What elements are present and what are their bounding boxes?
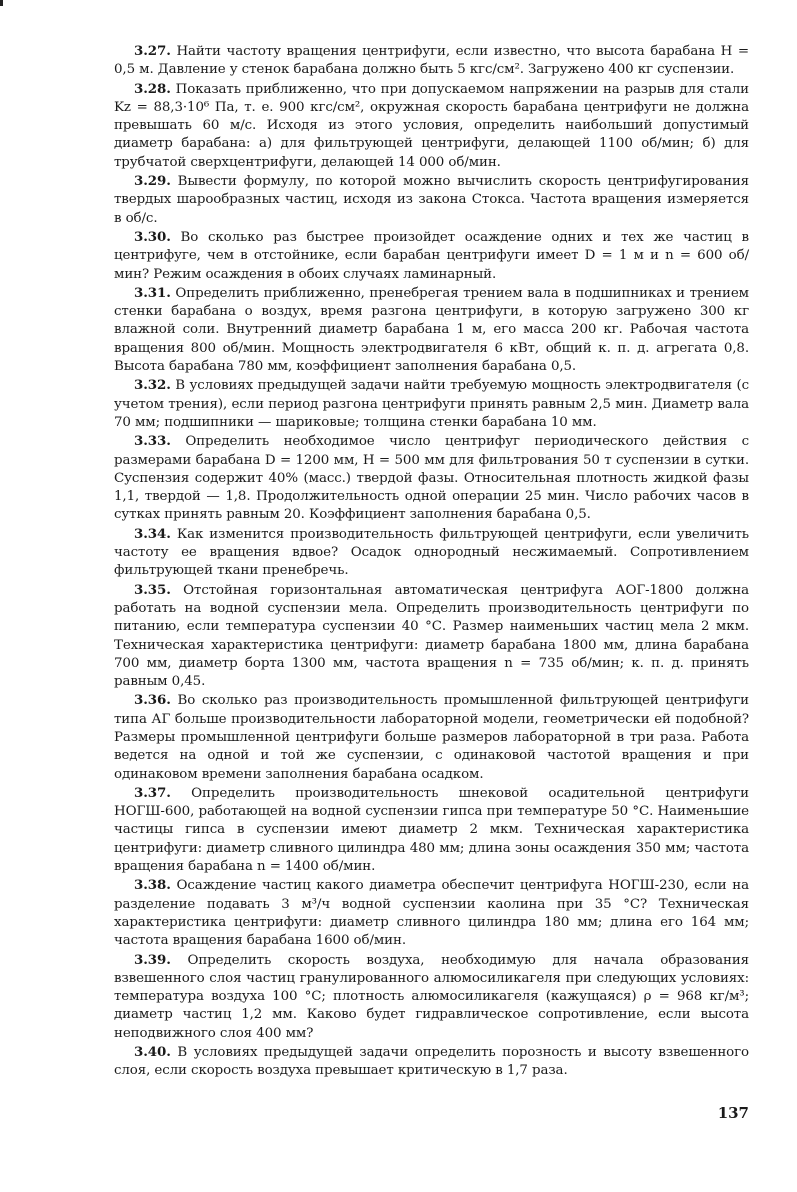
problem-number: 3.32. [134, 377, 171, 394]
problem-number: 3.31. [134, 284, 171, 301]
problem-3-33 [114, 432, 749, 524]
problem-text: Определить необходимое число центрифуг периодического действия с размерами барабана D = 1200 мм, H = 500 мм для фильтрования 50 т суспензии в сутки. Суспензия содержит 40% (масс.) твердой фазы. Относительная плотность жидкой фазы 1,1, твердой — 1,8. Продолжительность одной операции 25 мин. Число рабочих часов в сутках принять равным 20. Коэффициент заполнения барабана 0,5. [114, 434, 749, 523]
scan-corner-mark [0, 0, 3, 6]
problem-number: 3.36. [134, 692, 171, 709]
problem-3-38 [114, 876, 749, 950]
problem-text: Осаждение частиц какого диаметра обеспечит центрифуга НОГШ-230, если на разделение подавать 3 м³/ч водной суспензии каолина при 35 °С? Техническая характеристика центрифуги: диаметр сливного цилиндра 180 мм; длина его 164 мм; частота вращения барабана 1600 об/мин. [114, 878, 749, 949]
problem-list [114, 42, 749, 1081]
problem-number: 3.30. [134, 228, 171, 245]
problem-number: 3.29. [134, 173, 171, 190]
problem-number: 3.37. [134, 784, 171, 801]
problem-3-30 [114, 228, 749, 284]
problem-3-27 [114, 42, 749, 80]
problem-number: 3.38. [134, 877, 171, 894]
problem-number: 3.39. [134, 951, 171, 968]
problem-3-35 [114, 581, 749, 692]
problem-text: Отстойная горизонтальная автоматическая центрифуга АОГ-1800 должна работать на водной суспензии мела. Определить производительность центрифуги по питанию, если температура суспензии 40 °С. Размер наименьших частиц мела 2 мкм. Техническая характеристика центрифуги: диаметр барабана 1800 мм, длина барабана 700 мм, диаметр борта 1300 мм, частота вращения n = 735 об/мин; к. п. д. принять равным 0,45. [114, 582, 749, 690]
problem-text: Как изменится производительность фильтрующей центрифуги, если увеличить частоту ее вращения вдвое? Осадок однородный несжимаемый. Сопротивлением фильтрующей ткани пренебречь. [114, 526, 749, 579]
problem-3-32 [114, 376, 749, 432]
problem-text: Во сколько раз производительность промышленной фильтрующей центрифуги типа АГ больше производительности лабораторной модели, геометрически ей подобной? Размеры промышленной центрифуги больше размеров лабораторной в три раза. Работа ведется на одной и той же суспензии, с одинаковой частотой вращения и при одинаковом времени заполнения барабана осадком. [114, 693, 749, 782]
page-number: 137 [717, 1104, 749, 1122]
problem-text: Найти частоту вращения центрифуги, если известно, что высота барабана H = 0,5 м. Давление у стенок барабана должно быть 5 кгс/см². Загружено 400 кг суспензии. [114, 44, 749, 78]
problem-text: Показать приближенно, что при допускаемом напряжении на разрыв для стали Kz = 88,3·10⁶ Па, т. е. 900 кгс/см², окружная скорость барабана центрифуги не должна превышать 60 м/с. Исходя из этого условия, определить наибольший допустимый диаметр барабана: а) для фильтрующей центрифуги, делающей 1100 об/мин; б) для трубчатой сверхцентрифуги, делающей 14 000 об/мин. [114, 81, 749, 170]
problem-text: Вывести формулу, по которой можно вычислить скорость центрифугирования твердых шарообразных частиц, исходя из закона Стокса. Частота вращения измеряется в об/с. [114, 174, 749, 226]
problem-number: 3.33. [134, 433, 171, 450]
problem-text: В условиях предыдущей задачи найти требуемую мощность электродвигателя (с учетом трения), если период разгона центрифуги принять равным 2,5 мин. Диаметр вала 70 мм; подшипники — шариковые; толщина стенки барабана 10 мм. [114, 378, 749, 430]
problem-text: Во сколько раз быстрее произойдет осаждение одних и тех же частиц в центрифуге, чем в отстойнике, если барабан центрифуги имеет D = 1 м и n = 600 об/мин? Режим осаждения в обоих случаях ламинарный. [114, 229, 749, 282]
problem-3-28 [114, 80, 749, 172]
problem-number: 3.28. [134, 80, 171, 97]
problem-number: 3.35. [134, 581, 171, 598]
problem-3-34 [114, 525, 749, 581]
problem-number: 3.34. [134, 525, 171, 542]
problem-text: Определить приближенно, пренебрегая трением вала в подшипниках и трением стенки барабана о воздух, время разгона центрифуги, в которую загружено 300 кг влажной соли. Внутренний диаметр барабана 1 м, его масса 200 кг. Рабочая частота вращения 800 об/мин. Мощность электродвигателя 6 кВт, общий к. п. д. агрегата 0,8. Высота барабана 780 мм, коэффициент заполнения барабана 0,5. [114, 285, 749, 375]
problem-3-37 [114, 784, 749, 876]
problem-3-40 [114, 1043, 749, 1081]
problem-text: В условиях предыдущей задачи определить порозность и высоту взвешенного слоя, если скорость воздуха превышает критическую в 1,7 раза. [114, 1045, 749, 1079]
problem-number: 3.27. [134, 43, 171, 59]
problem-text: Определить производительность шнековой осадительной центрифуги НОГШ-600, работающей на водной суспензии гипса при температуре 50 °С. Наименьшие частицы гипса в суспензии имеют диаметр 2 мкм. Техническая характеристика центрифуги: диаметр сливного цилиндра 480 мм; длина зоны осаждения 350 мм; частота вращения барабана n = 1400 об/мин. [114, 785, 749, 875]
problem-3-39 [114, 951, 749, 1043]
problem-3-29 [114, 172, 749, 228]
problem-3-31 [114, 284, 749, 376]
problem-3-36 [114, 691, 749, 783]
problem-text: Определить скорость воздуха, необходимую для начала образования взвешенного слоя частиц гранулированного алюмосиликагеля при следующих условиях: температура воздуха 100 °С; плотность алюмосиликагеля (кажущаяся) ρ = 968 кг/м³; диаметр частиц 1,2 мм. Каково будет гидравлическое сопротивление, если высота неподвижного слоя 400 мм? [114, 952, 749, 1041]
problem-number: 3.40. [134, 1044, 171, 1061]
